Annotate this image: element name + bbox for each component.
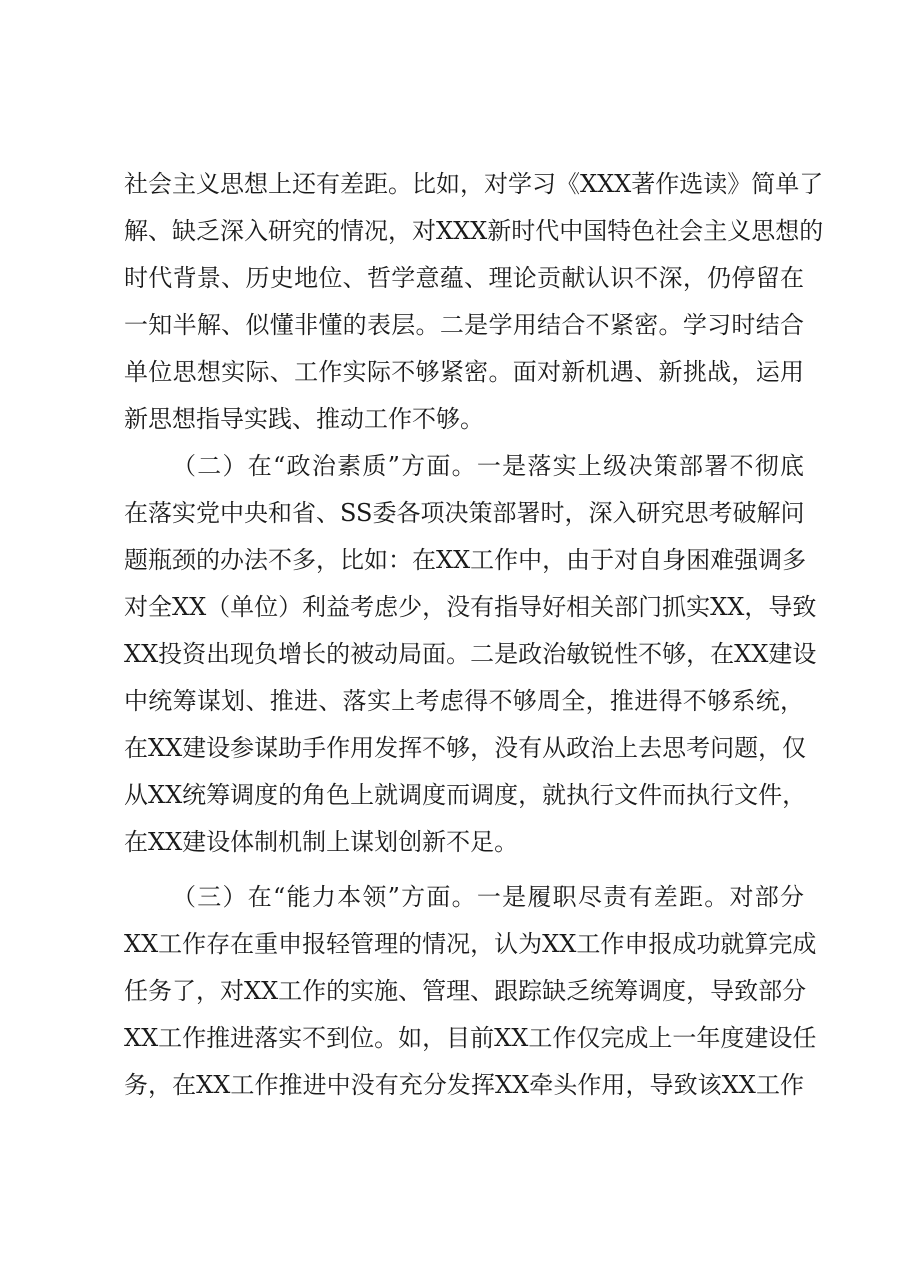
paragraph-line: 任务了，对XX工作的实施、管理、跟踪缺乏统筹调度，导致部分 <box>124 977 807 1005</box>
paragraph-line: 中统筹谋划、推进、落实上考虑得不够周全，推进得不够系统， <box>124 687 804 715</box>
paragraph-line: 单位思想实际、工作实际不够紧密。面对新机遇、新挑战，运用 <box>124 358 804 386</box>
paragraph-line: 对全XX（单位）利益考虑少，没有指导好相关部门抓实XX，导致 <box>124 593 817 621</box>
paragraph-line: 题瓶颈的办法不多，比如：在XX工作中，由于对自身困难强调多 <box>124 546 807 574</box>
paragraph-line: XX工作存在重申报轻管理的情况，认为XX工作申报成功就算完成 <box>124 930 817 958</box>
paragraph-line: 在落实党中央和省、SS委各项决策部署时，深入研究思考破解问 <box>124 499 805 527</box>
paragraph-line: 社会主义思想上还有差距。比如，对学习《XXX著作选读》简单了 <box>124 170 824 198</box>
paragraph-line: 时代背景、历史地位、哲学意蕴、理论贡献认识不深，仍停留在 <box>124 264 804 292</box>
paragraph-line: 在XX建设参谋助手作用发挥不够，没有从政治上去思考问题，仅 <box>124 734 807 762</box>
paragraph-line: XX投资出现负增长的被动局面。二是政治敏锐性不够，在XX建设 <box>124 640 817 668</box>
paragraph-line: 解、缺乏深入研究的情况，对XXX新时代中国特色社会主义思想的 <box>124 217 824 245</box>
paragraph-heading-line: （二）在“政治素质”方面。一是落实上级决策部署不彻底 <box>172 452 804 480</box>
paragraph-line: 务，在XX工作推进中没有充分发挥XX牵头作用，导致该XX工作 <box>124 1071 804 1099</box>
paragraph-line: 一知半解、似懂非懂的表层。二是学用结合不紧密。学习时结合 <box>124 311 804 339</box>
paragraph-line: XX工作推进落实不到位。如，目前XX工作仅完成上一年度建设任 <box>124 1024 817 1052</box>
paragraph-line: 新思想指导实践、推动工作不够。 <box>124 405 484 433</box>
paragraph-line: 在XX建设体制机制上谋划创新不足。 <box>124 828 519 856</box>
paragraph-line: 从XX统筹调度的角色上就调度而调度，就执行文件而执行文件， <box>124 781 807 809</box>
paragraph-heading-line: （三）在“能力本领”方面。一是履职尽责有差距。对部分 <box>172 883 804 911</box>
